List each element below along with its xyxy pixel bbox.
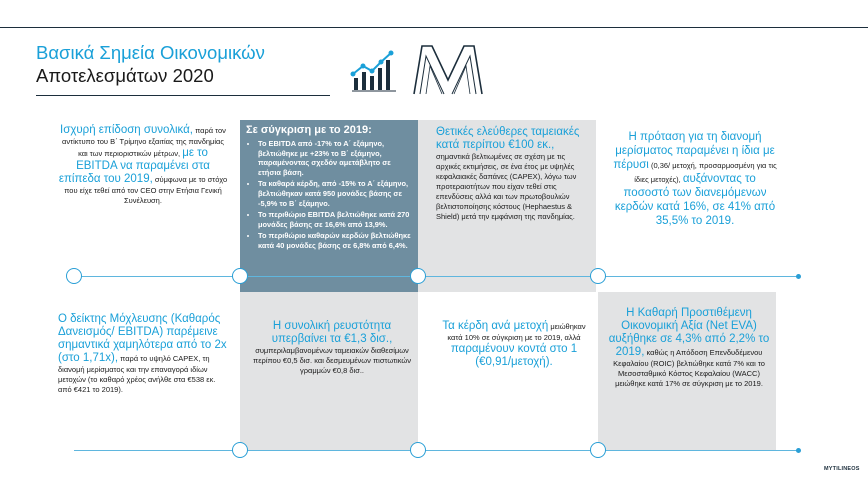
block-highlight: Η πρόταση για τη διανομή μερίσματος παραμένει η ίδια με πέρυσι bbox=[613, 131, 775, 171]
timeline-end-dot-1 bbox=[796, 274, 801, 279]
block-eps bbox=[434, 320, 594, 369]
list-item: • Το περιθώριο καθαρών κερδών βελτιώθηκε κατά 40 μονάδες βάσης σε 6,8% από 6,4%. bbox=[258, 231, 414, 250]
block-highlight: Η Καθαρή Προστιθέμενη Οικονομική Αξία (Net EVA) αυξήθηκε σε 4,3% από 2,2% το 2019, bbox=[608, 307, 770, 358]
block-text: (0,36/ μετοχή, προσαρμοσμένη για τις ίδιες μετοχές), bbox=[634, 161, 777, 184]
timeline-node-4 bbox=[590, 268, 606, 284]
page-title bbox=[36, 41, 336, 87]
block-highlight: Η συνολική ρευστότητα υπερβαίνει τα €1,3 δισ., bbox=[271, 320, 393, 345]
timeline-node-6 bbox=[410, 442, 426, 458]
block-net-eva bbox=[608, 307, 770, 389]
mytilineos-m-logo bbox=[408, 40, 488, 100]
block-highlight: παραμένουν κοντά στο 1 (€0,91/μετοχή). bbox=[450, 343, 578, 368]
timeline-node-7 bbox=[590, 442, 606, 458]
block-text: καθώς η Απόδοση Επενδυδέμενου Κεφαλαίου (ROIC) βελτιώθηκε κατά 7% και το Μεσοσταθμικό Κόστος Κεφαλαίου (WACC) μειώθηκε κατά 17% σε σύγκριση με το 2019. bbox=[613, 348, 765, 388]
page-title-line1: Βασικά Σημεία Οικονομικών bbox=[36, 42, 265, 63]
timeline-node-5 bbox=[232, 442, 248, 458]
page-title-line2: Αποτελεσμάτων 2020 bbox=[36, 65, 214, 86]
block-highlight: Ο δείκτης Μόχλευσης (Καθαρός Δανεισμός/ EBITDA) παρέμεινε σημαντικά χαμηλότερα από το 2x (στο 1,71x), bbox=[58, 313, 227, 364]
block-heading: Σε σύγκριση με το 2019: bbox=[246, 124, 372, 136]
title-rule bbox=[36, 95, 330, 96]
bar-chart-trend-icon bbox=[350, 44, 400, 94]
block-dividend bbox=[612, 130, 778, 228]
block-text: μειώθηκαν κατά 10% σε σύγκριση με το 2019, αλλά bbox=[447, 322, 586, 342]
block-vs-2019 bbox=[246, 124, 414, 253]
block-highlight: Τα κέρδη ανά μετοχή bbox=[442, 320, 549, 332]
block-text: παρά το υψηλό CAPEX, τη διανομή μερίσματος και την επαναγορά ιδίων μετοχών (το καθαρό χρέος ανήλθε στα €538 εκ. από €421 το 2019). bbox=[58, 354, 216, 394]
block-highlight: Θετικές ελεύθερες ταμειακές κατά περίπου €100 εκ., bbox=[436, 126, 580, 151]
top-rule bbox=[0, 27, 868, 28]
block-leverage bbox=[58, 313, 230, 395]
bullet-list bbox=[246, 139, 414, 251]
timeline-row2 bbox=[74, 450, 798, 451]
block-text: συμπεριλαμβανομένων ταμειακών διαθεσίμων περίπου €0,5 δισ. και δεσμευμένων πιστωτικών γραμμών €0,8 δισ.. bbox=[253, 346, 411, 375]
block-highlight: Ισχυρή επίδοση συνολικά, bbox=[60, 124, 193, 136]
block-free-cash-flow bbox=[436, 126, 582, 222]
timeline-end-dot-2 bbox=[796, 448, 801, 453]
list-item: • Το EBITDA από -17% το Α΄ εξάμηνο, βελτιώθηκε με +23% το Β΄ εξάμηνο, παραμένοντας σχεδόν αμετάβλητο σε ετήσια βάση. bbox=[258, 139, 414, 177]
timeline-node-1 bbox=[66, 268, 82, 284]
list-item: • Τα καθαρά κέρδη, από -15% το Α΄ εξάμηνο, βελτιώθηκαν κατά 950 μονάδες βάσης σε -5,9% το Β΄ εξάμηνο. bbox=[258, 179, 414, 208]
list-item: • Το περιθώριο EBITDA βελτιώθηκε κατά 270 μονάδες βάσης σε 16,6% από 13,9%. bbox=[258, 210, 414, 229]
timeline-node-3 bbox=[410, 268, 426, 284]
block-text: παρά τον αντίκτυπο του Β΄ Τρίμηνο εξαιτίας της πανδημίας και των περιοριστικών μέτρων, bbox=[62, 126, 226, 158]
timeline-row1 bbox=[74, 276, 798, 277]
block-strong-resilience bbox=[58, 124, 228, 206]
timeline-node-2 bbox=[232, 268, 248, 284]
block-highlight: αυξάνοντας το ποσοστό των διανεμόμενων κερδών κατά 16%, σε 41% από 35,5% το 2019. bbox=[614, 173, 776, 227]
block-text: σημαντικά βελτιωμένες σε σχέση με τις αρχικές εκτιμήσεις, σε ένα έτος με υψηλές κεφαλαιακές δαπάνες (CAPEX), λόγω των προτεραιοτήτων που είχαν τεθεί στις επενδύσεις αλλά και των πρωτοβουλιών βελτιστοποίησης κόστους (Hephaestus & Shield) μετά την εμφάνιση της πανδημίας. bbox=[436, 152, 577, 221]
footer-brand: MYTILINEOS bbox=[824, 466, 860, 472]
block-highlight: με το EBITDA να παραμένει στα επίπεδα του 2019, bbox=[58, 147, 210, 185]
block-liquidity bbox=[252, 320, 412, 376]
block-text: σύμφωνα με το στόχο που είχε τεθεί από τον CEO στην Ετήσια Γενική Συνέλευση. bbox=[64, 175, 228, 205]
